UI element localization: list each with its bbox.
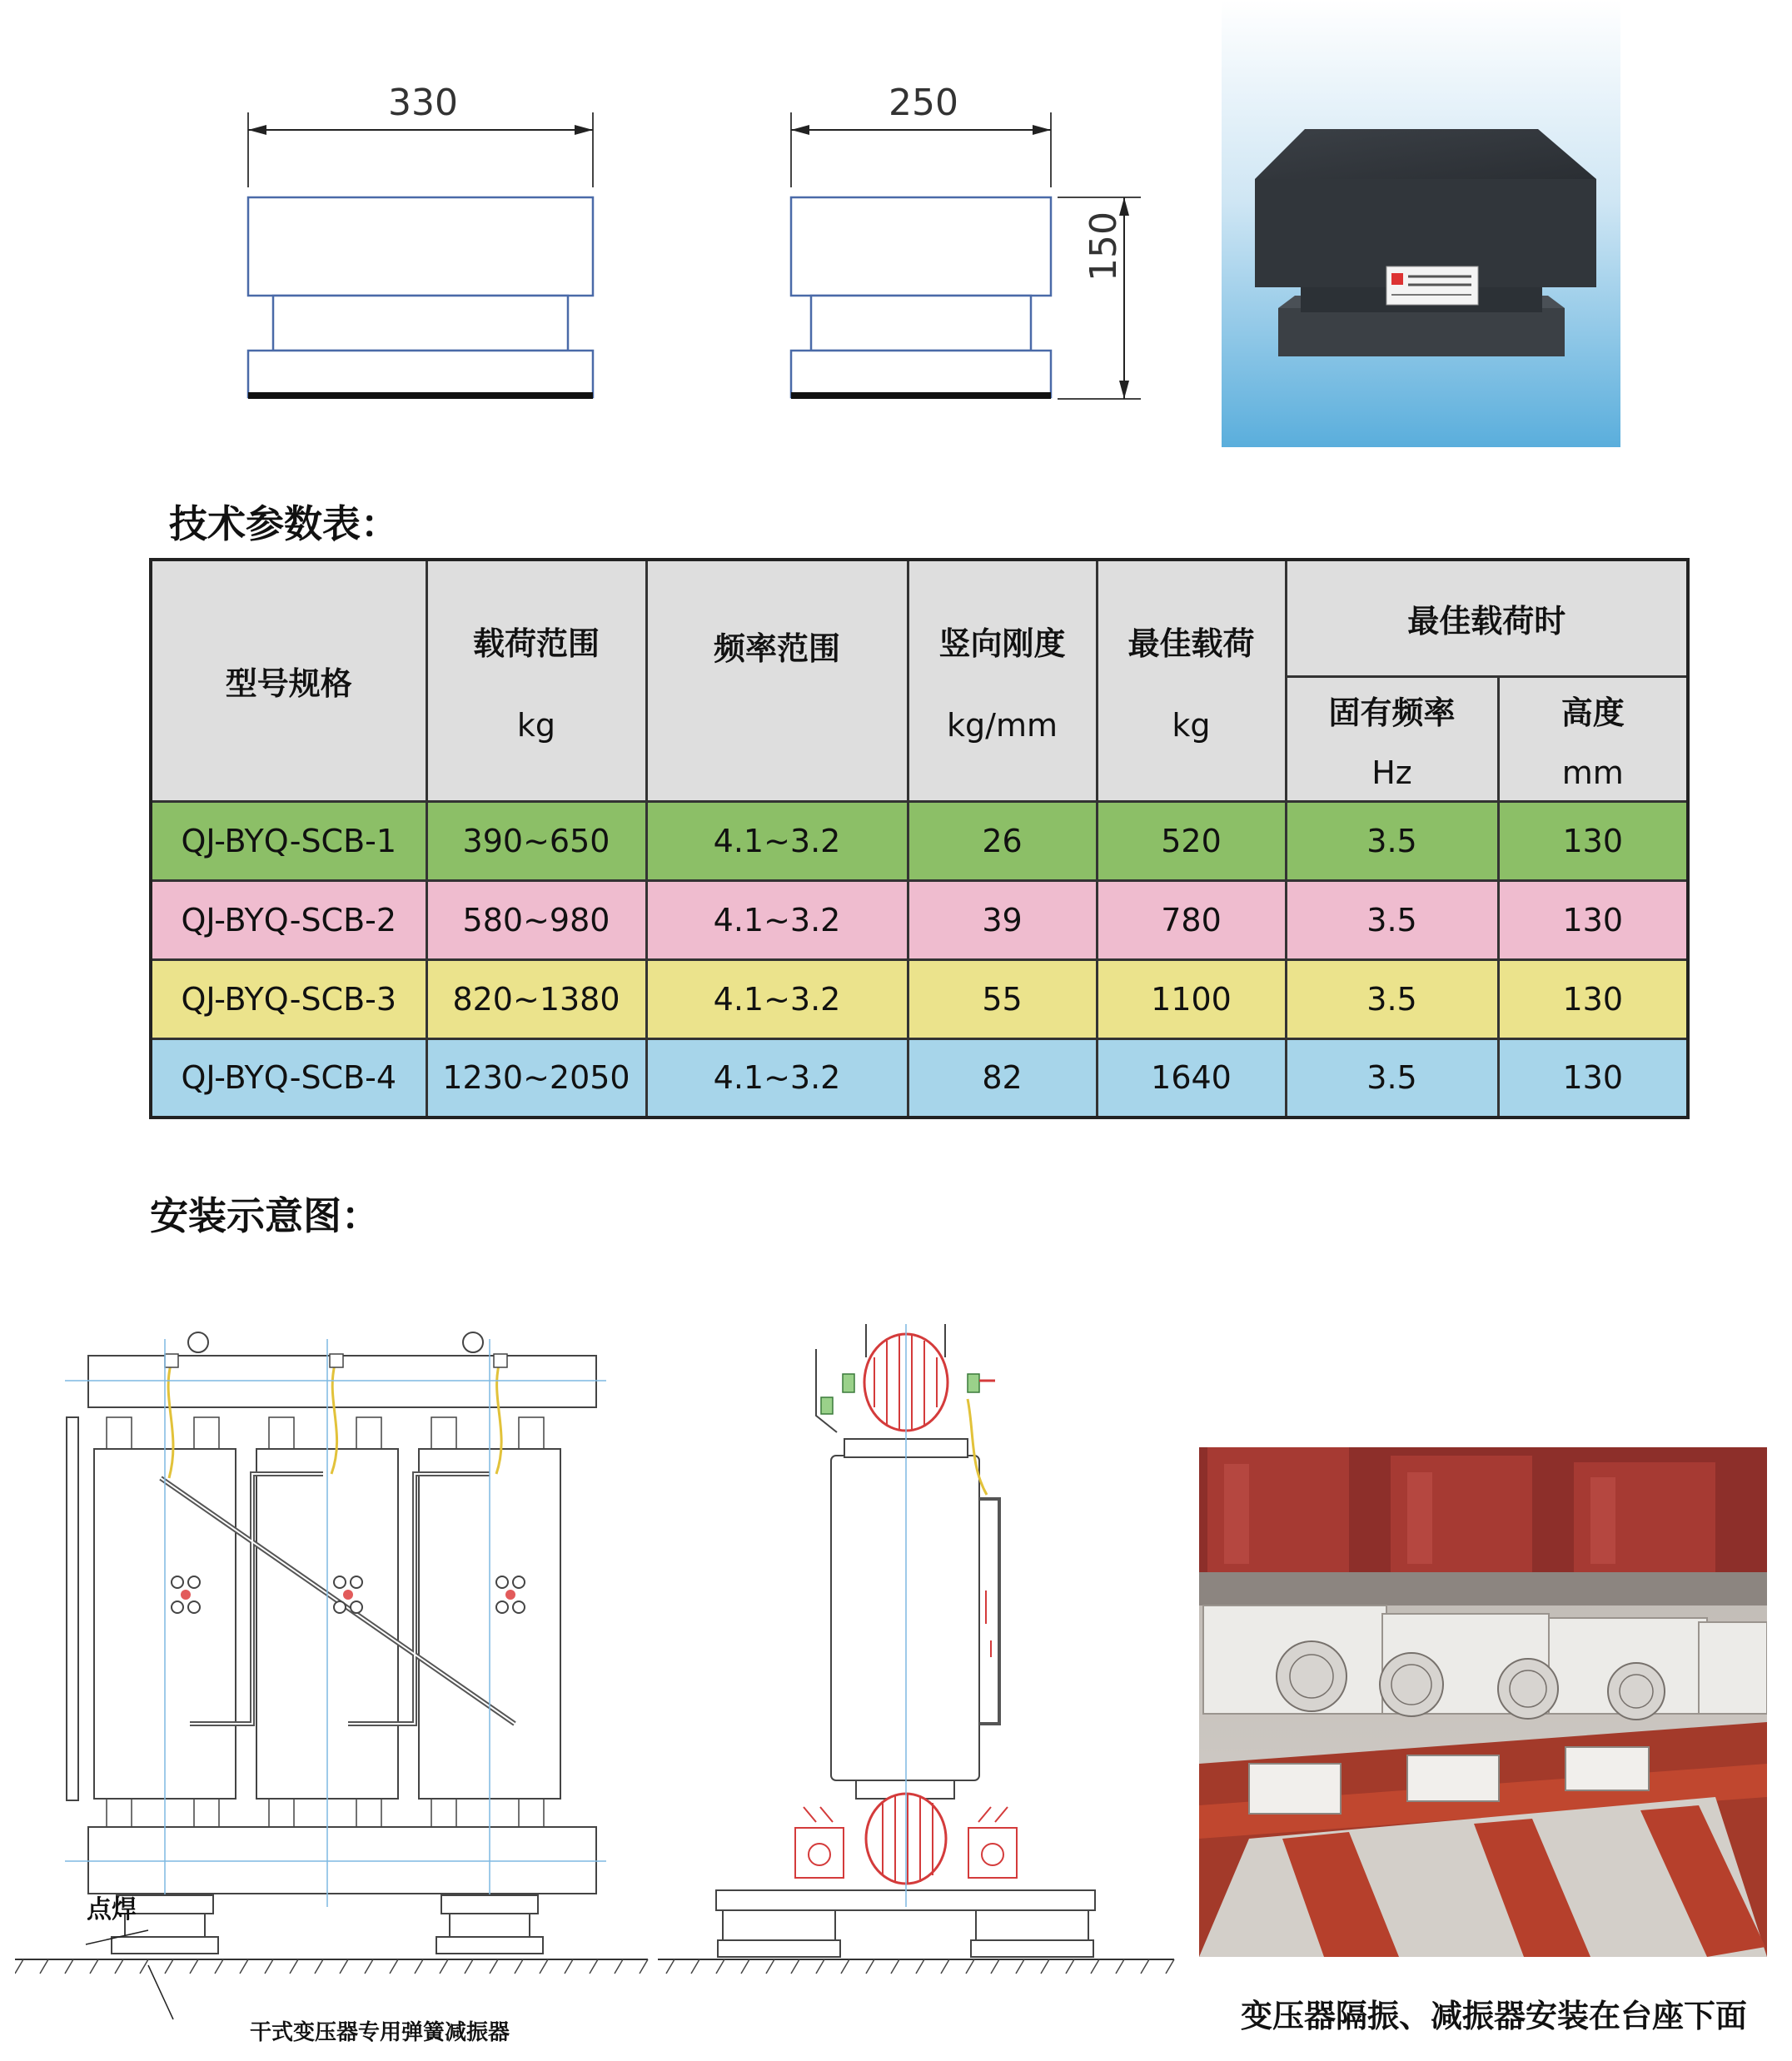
- table-cell-freq: 4.1~3.2: [646, 1038, 908, 1118]
- front-width-label: 330: [388, 82, 458, 124]
- header-height: 高度 mm: [1498, 676, 1688, 801]
- table-cell-nat-freq: 3.5: [1286, 1038, 1498, 1118]
- table-row: [151, 959, 1688, 1038]
- spec-table: [149, 558, 1690, 1119]
- table-cell-load-range: 390~650: [426, 801, 646, 880]
- table-cell-model: QJ-BYQ-SCB-3: [151, 959, 426, 1038]
- table-row: [151, 880, 1688, 959]
- table-cell-best-load: 1100: [1097, 959, 1286, 1038]
- table-cell-model: QJ-BYQ-SCB-2: [151, 880, 426, 959]
- table-cell-model: QJ-BYQ-SCB-4: [151, 1038, 426, 1118]
- table-cell-best-load: 1640: [1097, 1038, 1286, 1118]
- product-photo: [1222, 0, 1620, 447]
- table-cell-stiffness: 82: [908, 1038, 1097, 1118]
- table-cell-height: 130: [1498, 1038, 1688, 1118]
- installation-photo: [1199, 1447, 1767, 1957]
- transformer-side-diagram: [658, 1324, 1191, 1982]
- photo-caption: 变压器隔振、减振器安装在台座下面: [1241, 1998, 1748, 2034]
- header-model: 型号规格: [151, 560, 426, 801]
- damper-name-label: 干式变压器专用弹簧减振器: [250, 2020, 510, 2045]
- install-diagram-title: 安装示意图：: [150, 1193, 380, 1238]
- table-cell-best-load: 780: [1097, 880, 1286, 959]
- table-cell-nat-freq: 3.5: [1286, 959, 1498, 1038]
- front-view-drawing: [233, 75, 616, 416]
- table-row: [151, 801, 1688, 880]
- spot-weld-label: 点焊: [87, 1895, 137, 1924]
- table-cell-load-range: 1230~2050: [426, 1038, 646, 1118]
- header-natural-frequency: 固有频率 Hz: [1286, 676, 1498, 801]
- table-cell-height: 130: [1498, 959, 1688, 1038]
- header-load-range: 载荷范围 kg: [426, 560, 646, 801]
- table-cell-model: QJ-BYQ-SCB-1: [151, 801, 426, 880]
- table-cell-stiffness: 39: [908, 880, 1097, 959]
- header-freq-range: 频率范围: [646, 560, 908, 801]
- spec-table-title: 技术参数表：: [169, 501, 399, 546]
- transformer-front-diagram: [15, 1324, 656, 2049]
- table-cell-freq: 4.1~3.2: [646, 880, 908, 959]
- table-cell-stiffness: 55: [908, 959, 1097, 1038]
- table-row: [151, 1038, 1688, 1118]
- header-stiffness: 竖向刚度 kg/mm: [908, 560, 1097, 801]
- table-cell-load-range: 580~980: [426, 880, 646, 959]
- table-cell-freq: 4.1~3.2: [646, 959, 908, 1038]
- header-best-load: 最佳载荷 kg: [1097, 560, 1286, 801]
- table-cell-freq: 4.1~3.2: [646, 801, 908, 880]
- table-cell-best-load: 520: [1097, 801, 1286, 880]
- table-cell-load-range: 820~1380: [426, 959, 646, 1038]
- table-cell-nat-freq: 3.5: [1286, 880, 1498, 959]
- height-label: 150: [1083, 212, 1125, 281]
- table-cell-height: 130: [1498, 801, 1688, 880]
- header-at-best-load: 最佳载荷时: [1286, 560, 1688, 676]
- side-width-label: 250: [889, 82, 958, 124]
- table-cell-nat-freq: 3.5: [1286, 801, 1498, 880]
- table-cell-height: 130: [1498, 880, 1688, 959]
- table-cell-stiffness: 26: [908, 801, 1097, 880]
